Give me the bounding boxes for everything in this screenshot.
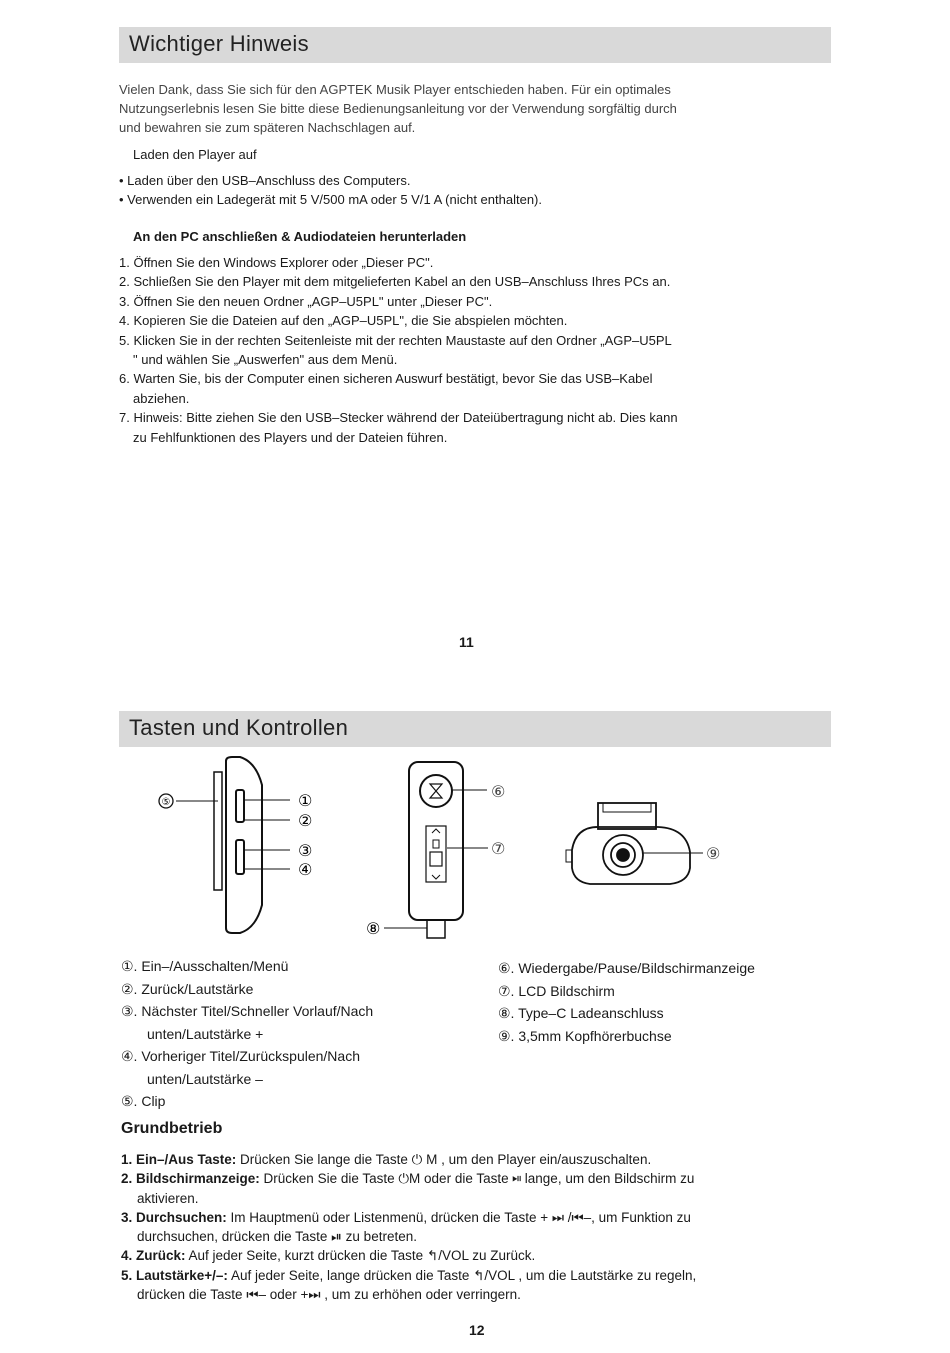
side-view-device	[214, 757, 262, 933]
legend-right-item-4	[498, 1025, 755, 1048]
legend-right	[498, 957, 755, 1047]
page-number-11: 11	[459, 634, 474, 650]
top-view-device	[566, 803, 690, 884]
operation-1	[121, 1150, 841, 1169]
intro-line-2: Nutzungserlebnis lesen Sie bitte diese Bedienungsanleitung vor der Verwendung sorgfältig durch	[119, 101, 677, 116]
intro-line-1: Vielen Dank, dass Sie sich für den AGPTEK Musik Player entschieden haben. Für ein optimales	[119, 82, 671, 97]
legend-right-item-line: ⑨. 3,5mm Kopfhörerbuchse	[498, 1027, 672, 1044]
pc-step-line: 4. Kopieren Sie die Dateien auf den „AGP–U5PL", die Sie abspielen möchten.	[119, 313, 568, 329]
operation-text: Auf jeder Seite, kurzt drücken die Taste ↰/VOL zu Zurück.	[185, 1248, 536, 1264]
callout-8-label: ⑧	[366, 919, 381, 938]
charge-item-1: • Laden über den USB–Anschluss des Computers.	[119, 173, 411, 188]
operation-5	[121, 1266, 841, 1305]
charge-heading: Laden den Player auf	[133, 147, 257, 162]
legend-right-item-line: ⑦. LCD Bildschirm	[498, 982, 615, 999]
legend-left-item-5	[121, 1090, 373, 1113]
legend-right-item-2	[498, 980, 755, 1003]
legend-left-item-1	[121, 955, 373, 978]
pc-step-line: 5. Klicken Sie in der rechten Seitenleiste mit der rechten Maustaste auf den Ordner „AGP–U5PL	[119, 332, 672, 348]
section-title: Wichtiger Hinweis	[129, 31, 309, 56]
legend-left-item-line: ⑤. Clip	[121, 1093, 166, 1109]
operation-line: aktivieren.	[137, 1190, 199, 1206]
pc-step-line: 3. Öffnen Sie den neuen Ordner „AGP–U5PL" unter „Dieser PC".	[119, 293, 493, 309]
operation-line	[121, 1208, 841, 1227]
legend-left-item-line: ①. Ein–/Ausschalten/Menü	[121, 958, 289, 974]
operation-label: 4. Zurück:	[121, 1248, 186, 1264]
pc-step-line: zu Fehlfunktionen des Players und der Dateien führen.	[133, 429, 448, 445]
pc-heading: An den PC anschließen & Audiodateien herunterladen	[133, 229, 467, 244]
pc-step-line: " und wählen Sie „Auswerfen" aus dem Menü.	[133, 352, 398, 368]
operation-label: 2. Bildschirmanzeige:	[121, 1171, 260, 1187]
legend-left-item-3	[121, 1000, 373, 1045]
operation-text: Im Hauptmenü oder Listenmenü, drücken die Taste + ⏭ /⏮–, um Funktion zu	[226, 1209, 691, 1225]
callout-3-label: ③	[298, 841, 313, 860]
legend-left-item-2	[121, 978, 373, 1001]
callout-6-label: ⑥	[491, 782, 506, 801]
legend-right-item-1	[498, 957, 755, 980]
basic-operations-list	[121, 1150, 841, 1304]
operation-line	[121, 1246, 841, 1265]
pc-step-line: 2. Schließen Sie den Player mit dem mitgelieferten Kabel an den USB–Anschluss Ihres PCs an.	[119, 274, 671, 290]
callout-5-label: ⑤	[161, 797, 171, 808]
operation-3	[121, 1208, 841, 1247]
pc-step-line: 1. Öffnen Sie den Windows Explorer oder „Dieser PC".	[119, 255, 434, 270]
legend-right-item-3	[498, 1002, 755, 1025]
operation-text: Drücken Sie lange die Taste ⏻ M , um den Player ein/auszuschalten.	[236, 1152, 652, 1167]
page-number-12: 12	[469, 1322, 485, 1338]
operation-label: 1. Ein–/Aus Taste:	[121, 1152, 237, 1167]
legend-left-item-line: ②. Zurück/Lautstärke	[121, 980, 254, 997]
operation-2	[121, 1169, 841, 1208]
section-title: Tasten und Kontrollen	[129, 715, 349, 740]
callout-1-label: ①	[298, 791, 313, 810]
front-view-device	[409, 762, 463, 938]
callout-9-label: ⑨	[706, 844, 721, 863]
operation-label: 3. Durchsuchen:	[121, 1209, 227, 1225]
legend-left-item-line: unten/Lautstärke +	[147, 1025, 264, 1042]
grundbetrieb-heading: Grundbetrieb	[121, 1120, 223, 1137]
operation-line	[121, 1169, 841, 1188]
legend-left-item-line: unten/Lautstärke –	[147, 1070, 263, 1087]
callout-4-label: ④	[298, 860, 313, 879]
callout-2-label: ②	[298, 811, 313, 830]
operation-text: Drücken Sie die Taste ⏻M oder die Taste ⏯ lange, um den Bildschirm zu	[259, 1171, 695, 1187]
callout-7-label: ⑦	[491, 839, 506, 858]
callout-5	[159, 794, 173, 808]
operation-text: Auf jeder Seite, lange drücken die Taste ↰/VOL , um die Lautstärke zu regeln,	[227, 1267, 697, 1283]
operation-4	[121, 1246, 841, 1265]
legend-left-item-line: ④. Vorheriger Titel/Zurückspulen/Nach	[121, 1048, 360, 1064]
legend-right-item-line: ⑧. Type–C Ladeanschluss	[498, 1005, 664, 1021]
operation-line	[121, 1150, 841, 1169]
pc-step-line: abziehen.	[133, 390, 190, 406]
operation-label: 5. Lautstärke+/–:	[121, 1267, 228, 1283]
operation-line: durchsuchen, drücken die Taste ⏯ zu betreten.	[137, 1229, 417, 1245]
legend-left-item-4	[121, 1045, 373, 1090]
operation-line: drücken die Taste ⏮– oder +⏭ , um zu erhöhen oder verringern.	[137, 1287, 521, 1303]
pc-step-line: 6. Warten Sie, bis der Computer einen sicheren Auswurf bestätigt, bevor Sie das USB–Kabel	[119, 371, 653, 387]
legend-right-item-line: ⑥. Wiedergabe/Pause/Bildschirmanzeige	[498, 960, 755, 976]
intro-line-3: und bewahren sie zum späteren Nachschlagen auf.	[119, 120, 416, 135]
legend-left	[121, 955, 373, 1113]
operation-line	[121, 1266, 841, 1285]
charge-item-2: • Verwenden ein Ladegerät mit 5 V/500 mA oder 5 V/1 A (nicht enthalten).	[119, 192, 542, 207]
pc-step-line: 7. Hinweis: Bitte ziehen Sie den USB–Stecker während der Dateiübertragung nicht ab. Dies kann	[119, 410, 678, 426]
legend-left-item-line: ③. Nächster Titel/Schneller Vorlauf/Nach	[121, 1003, 374, 1019]
